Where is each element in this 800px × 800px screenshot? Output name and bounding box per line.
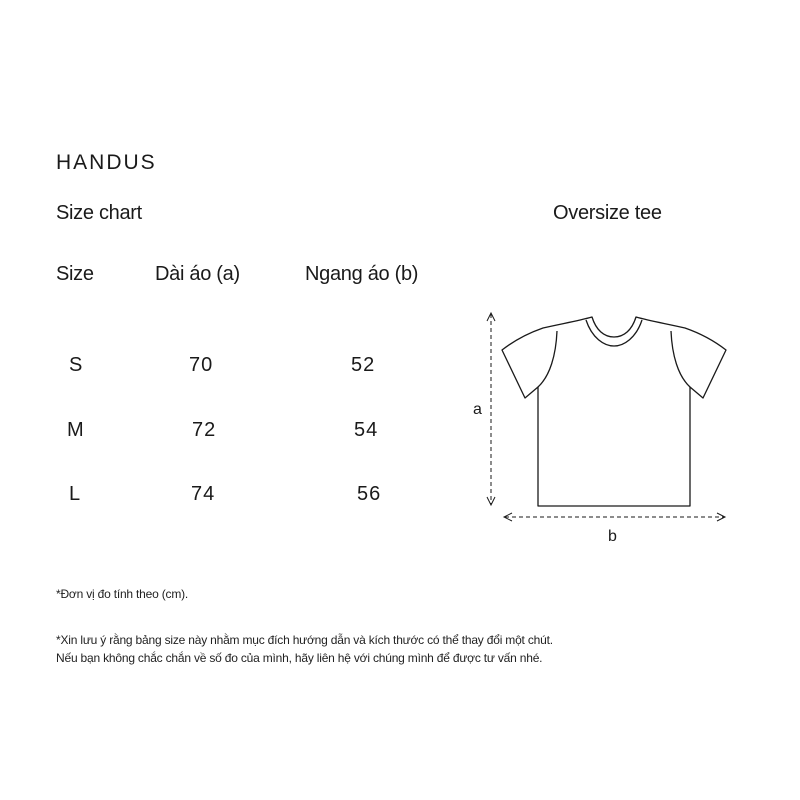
row-m-length: 72 bbox=[192, 419, 217, 441]
disclaimer-line-2: Nếu bạn không chắc chắn về số đo của mình, hãy liên hệ với chúng mình để được tư vấn nhé. bbox=[56, 651, 543, 665]
row-l-width: 56 bbox=[357, 483, 382, 505]
dimension-a-arrow bbox=[487, 313, 495, 505]
header-width: Ngang áo (b) bbox=[305, 263, 419, 285]
unit-note: *Đơn vị đo tính theo (cm). bbox=[56, 587, 189, 601]
row-m-width: 54 bbox=[354, 419, 379, 441]
dimension-label-b: b bbox=[608, 528, 617, 545]
header-length: Dài áo (a) bbox=[155, 263, 240, 285]
header-size: Size bbox=[56, 263, 94, 285]
row-l-length: 74 bbox=[191, 483, 216, 505]
size-chart-title: Size chart bbox=[56, 202, 142, 224]
diagram-title: Oversize tee bbox=[553, 202, 662, 224]
dimension-label-a: a bbox=[473, 401, 482, 418]
row-s-size: S bbox=[69, 354, 84, 376]
row-l-size: L bbox=[69, 483, 82, 505]
tshirt-left-armhole bbox=[538, 331, 557, 387]
row-m-size: M bbox=[67, 419, 85, 441]
tshirt-diagram bbox=[465, 300, 740, 560]
dimension-b-arrow bbox=[504, 513, 725, 521]
brand-name: HANDUS bbox=[56, 151, 157, 174]
row-s-length: 70 bbox=[189, 354, 214, 376]
tshirt-right-armhole bbox=[671, 331, 690, 387]
row-s-width: 52 bbox=[351, 354, 376, 376]
disclaimer-line-1: *Xin lưu ý rằng bảng size này nhằm mục đích hướng dẫn và kích thước có thể thay đổi một chút. bbox=[56, 633, 553, 647]
